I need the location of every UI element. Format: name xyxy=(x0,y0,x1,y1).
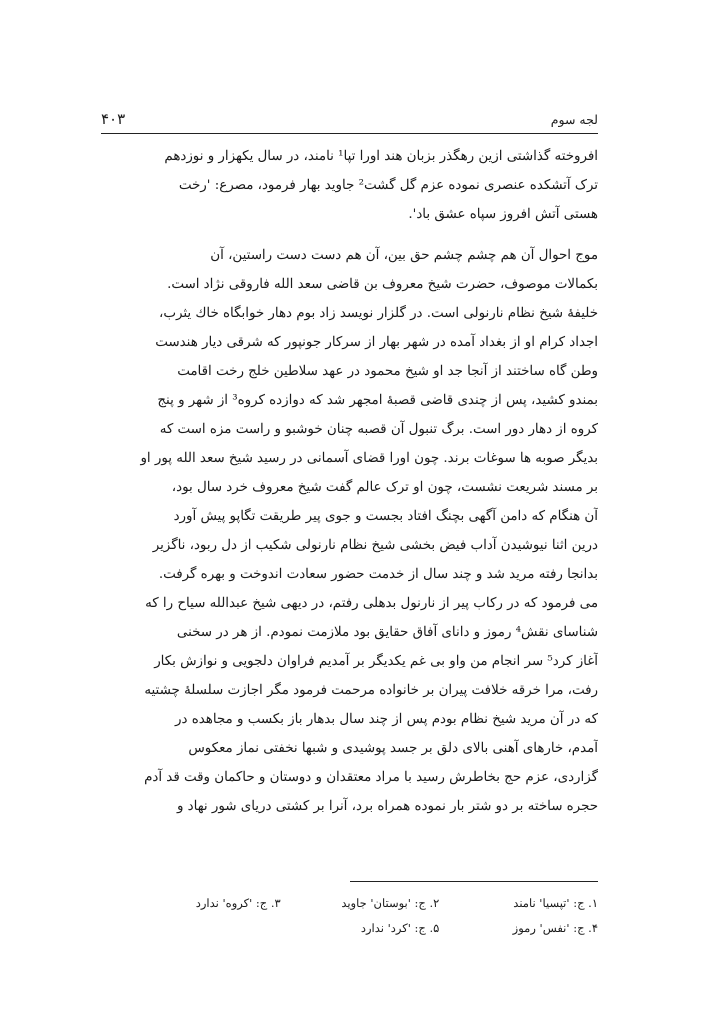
text-line: کروه از دهار دور است. برگ تنبول آن قصبه چنان خوشبو و راست مزه است که xyxy=(159,422,598,437)
text-line: آغاز کرد⁵ سر انجام من واو بی غم یکدیگر بر آمدیم فراوان دلجویی و نوازش بکار xyxy=(154,654,598,669)
text-line: موج احوال آن هم چشم چشم حق بین، آن هم دست دست راستین، آن xyxy=(210,248,598,263)
text-line: رفت، مرا خرقه خلافت پیران بر خانواده مرحمت فرمود مگر اجازت سلسلهٔ چشتیه xyxy=(144,683,598,698)
footnote: ۵. ج: 'کرد' ندارد xyxy=(360,921,440,935)
paragraph-gap xyxy=(101,229,598,241)
text-line: گزاردی، عزم حج بخاطرش رسید با مراد معتقدان و دوستان و حاکمان وقت قد آدم xyxy=(144,770,598,785)
text-line: شناسای نقش⁴ رموز و دانای آفاق حقایق بود ملازمت نمودم. از هر در سخنی xyxy=(176,625,598,640)
text-line: بدیگر صوبه ها سوغات برند. چون اورا قضای آسمانی در رسید شیخ سعد الله پور او xyxy=(140,451,598,466)
footnote: ۳. ج: 'کروه' ندارد xyxy=(195,896,281,910)
running-head: لجه سوم xyxy=(550,112,598,127)
page-header xyxy=(101,110,598,132)
header-rule xyxy=(101,133,598,134)
footnote: ۲. ج: 'بوستان' جاوید xyxy=(341,896,440,910)
text-line: حجره ساخته بر دو شتر بار نموده همراه برد، آنرا بر کشتی دریای شور نهاد و xyxy=(176,799,598,814)
text-line: که در آن مرید شیخ نظام بودم پس از چند سال بدهار باز بکسب و مجاهده در xyxy=(175,712,598,727)
text-line: خلیفهٔ شیخ نظام نارنولی است. در گلزار نویسد زاد بوم دهار خوابگاه خاك یثرب، xyxy=(159,306,598,321)
text-line: بمندو کشید، پس از چندی قاضی قصبهٔ امجهر شد که دوازده کروه³ از شهر و پنج xyxy=(157,393,598,408)
text-line: آمدم، خارهای آهنی بالای دلق بر جسد پوشیدی و شبها نخفتی نماز معکوس xyxy=(188,741,598,756)
text-line: وطن گاه ساختند از آنجا جد او شیخ محمود در عهد سلاطین خلج رخت اقامت xyxy=(177,364,598,379)
text-line: هستی آتش افروز سپاه عشق باد'. xyxy=(408,207,598,222)
text-line: درین اثنا نیوشیدن آداب فیض بخشی شیخ نظام نارنولی شکیب از دل ربود، ناگزیر xyxy=(152,538,598,553)
footnote-rule xyxy=(350,881,598,882)
text-line: بر مسند شریعت نشست، چون او ترک عالم گفت شیخ معروف خرد سال بود، xyxy=(171,480,598,495)
footnote-row xyxy=(118,918,598,938)
body-text xyxy=(101,142,598,821)
page-number: ۴۰۳ xyxy=(101,110,126,128)
footnote: ۴. ج: 'نفس' رموز xyxy=(512,921,598,935)
text-line: می فرمود که در رکاب پیر از نارنول بدهلی رفتم، در دیهی شیخ عبدالله سیاح را که xyxy=(145,596,598,611)
text-line: ترک آتشکده عنصری نموده عزم گل گشت² جاوید بهار فرمود، مصرع: 'رخت xyxy=(178,178,598,193)
text-line: بکمالات موصوف، حضرت شیخ معروف بن قاضی سعد الله فاروقی نژاد است. xyxy=(167,277,598,292)
footnote: ۱. ج: 'تپسیا' نامند xyxy=(513,896,598,910)
text-line: آن هنگام که دامن آگهی بچنگ افتاد بجست و جوی پیر طریقت تگاپو پیش آورد xyxy=(173,509,598,524)
text-line: افروخته گذاشتی ازین رهگذر بزبان هند اورا تپا¹ نامند، در سال یکهزار و نوزدهم xyxy=(164,149,598,164)
footnote-row xyxy=(118,893,598,913)
text-line: بدانجا رفته مرید شد و چند سال از خدمت حضور سعادت اندوخت و بهره گرفت. xyxy=(158,567,598,582)
text-line: اجداد کرام او از بغداد آمده در شهر بهار از سرکار جونپور که شرقی دیار هندست xyxy=(155,335,598,350)
